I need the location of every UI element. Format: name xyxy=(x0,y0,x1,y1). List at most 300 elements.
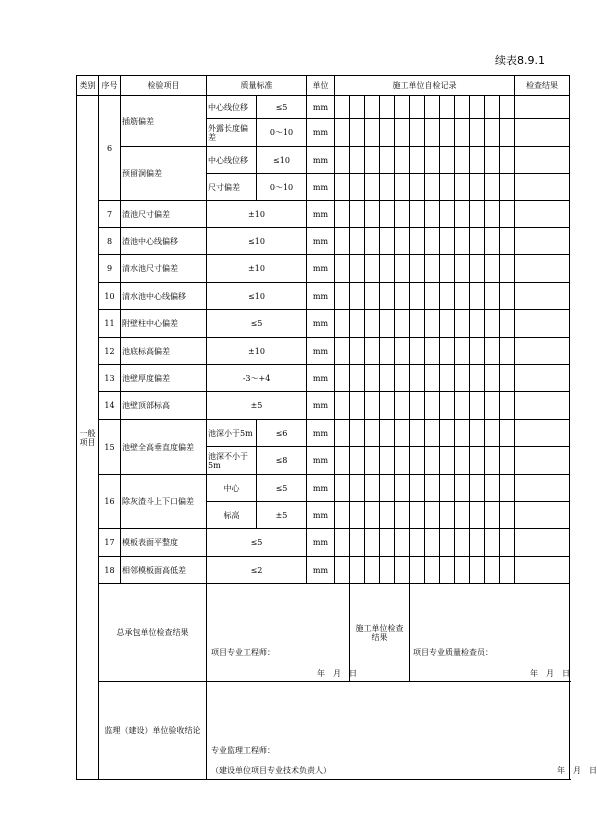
self-check-cell[interactable] xyxy=(335,365,350,392)
self-check-cell[interactable] xyxy=(485,338,500,365)
seq-cell: 6 xyxy=(99,96,121,201)
inspection-table xyxy=(76,75,597,780)
self-check-cell[interactable] xyxy=(425,255,440,283)
table-row xyxy=(77,557,570,584)
table-row xyxy=(77,283,570,310)
self-check-cell[interactable] xyxy=(500,338,515,365)
self-check-cell[interactable] xyxy=(395,557,410,584)
self-check-cell[interactable] xyxy=(395,502,410,529)
self-check-cell[interactable] xyxy=(410,447,425,475)
self-check-cell[interactable] xyxy=(410,392,425,420)
self-check-cell[interactable] xyxy=(350,557,365,584)
self-check-cell[interactable] xyxy=(395,119,410,147)
self-check-cell[interactable] xyxy=(365,174,380,201)
self-check-cell[interactable] xyxy=(440,174,455,201)
self-check-cell[interactable] xyxy=(395,228,410,255)
self-check-cell[interactable] xyxy=(470,502,485,529)
result-cell[interactable] xyxy=(515,420,570,447)
self-check-cell[interactable] xyxy=(440,338,455,365)
self-check-cell[interactable] xyxy=(440,420,455,447)
table-row xyxy=(77,255,570,283)
self-check-cell[interactable] xyxy=(425,365,440,392)
self-check-cell[interactable] xyxy=(380,557,395,584)
self-check-cell[interactable] xyxy=(335,255,350,283)
self-check-cell[interactable] xyxy=(485,475,500,502)
self-check-cell[interactable] xyxy=(335,529,350,557)
self-check-cell[interactable] xyxy=(440,475,455,502)
self-check-cell[interactable] xyxy=(455,96,470,119)
self-check-cell[interactable] xyxy=(395,255,410,283)
self-check-cell[interactable] xyxy=(470,557,485,584)
sub-item-cell: 池深小于5m xyxy=(207,420,257,447)
self-check-cell[interactable] xyxy=(500,174,515,201)
inspection-sheet xyxy=(76,75,597,788)
self-check-cell[interactable] xyxy=(425,119,440,147)
self-check-cell[interactable] xyxy=(470,338,485,365)
self-check-cell[interactable] xyxy=(380,502,395,529)
result-cell[interactable] xyxy=(515,392,570,420)
self-check-cell[interactable] xyxy=(335,420,350,447)
self-check-cell[interactable] xyxy=(455,201,470,228)
self-check-cell[interactable] xyxy=(380,201,395,228)
self-check-cell[interactable] xyxy=(470,147,485,174)
self-check-cell[interactable] xyxy=(380,310,395,338)
self-check-cell[interactable] xyxy=(440,447,455,475)
unit-cell: mm xyxy=(307,338,335,365)
unit-cell: mm xyxy=(307,228,335,255)
seq-cell: 18 xyxy=(99,557,121,584)
self-check-cell[interactable] xyxy=(470,529,485,557)
self-check-cell[interactable] xyxy=(500,283,515,310)
self-check-cell[interactable] xyxy=(380,283,395,310)
category-cell: 一般项目 xyxy=(77,96,99,780)
self-check-cell[interactable] xyxy=(410,174,425,201)
self-check-cell[interactable] xyxy=(395,475,410,502)
result-cell[interactable] xyxy=(515,529,570,557)
seq-cell: 7 xyxy=(99,201,121,228)
self-check-cell[interactable] xyxy=(350,255,365,283)
self-check-cell[interactable] xyxy=(365,228,380,255)
result-cell[interactable] xyxy=(515,502,570,529)
self-check-cell[interactable] xyxy=(455,147,470,174)
unit-cell: mm xyxy=(307,447,335,475)
self-check-cell[interactable] xyxy=(350,174,365,201)
self-check-cell[interactable] xyxy=(500,557,515,584)
self-check-cell[interactable] xyxy=(395,447,410,475)
self-check-cell[interactable] xyxy=(410,255,425,283)
sub-item-cell: 中心 xyxy=(207,475,257,502)
table-row xyxy=(77,310,570,338)
self-check-cell[interactable] xyxy=(485,174,500,201)
self-check-cell[interactable] xyxy=(500,310,515,338)
self-check-cell[interactable] xyxy=(485,365,500,392)
seq-cell: 12 xyxy=(99,338,121,365)
self-check-cell[interactable] xyxy=(395,338,410,365)
self-check-cell[interactable] xyxy=(410,201,425,228)
self-check-cell[interactable] xyxy=(485,420,500,447)
self-check-cell[interactable] xyxy=(395,310,410,338)
self-check-cell[interactable] xyxy=(410,420,425,447)
self-check-cell[interactable] xyxy=(395,365,410,392)
self-check-cell[interactable] xyxy=(440,96,455,119)
item-cell: 清水池中心线偏移 xyxy=(121,283,207,310)
unit-cell: mm xyxy=(307,392,335,420)
result-cell[interactable] xyxy=(515,228,570,255)
self-check-cell[interactable] xyxy=(500,365,515,392)
supervisor-engineer-label: 专业监理工程师： xyxy=(211,746,275,755)
self-check-cell[interactable] xyxy=(335,447,350,475)
self-check-cell[interactable] xyxy=(335,557,350,584)
self-check-cell[interactable] xyxy=(395,174,410,201)
self-check-cell[interactable] xyxy=(500,255,515,283)
self-check-cell[interactable] xyxy=(470,119,485,147)
self-check-cell[interactable] xyxy=(335,228,350,255)
self-check-cell[interactable] xyxy=(470,475,485,502)
unit-cell: mm xyxy=(307,201,335,228)
self-check-cell[interactable] xyxy=(410,529,425,557)
self-check-cell[interactable] xyxy=(500,228,515,255)
self-check-cell[interactable] xyxy=(350,365,365,392)
self-check-cell[interactable] xyxy=(380,392,395,420)
self-check-cell[interactable] xyxy=(455,475,470,502)
self-check-cell[interactable] xyxy=(455,228,470,255)
self-check-cell[interactable] xyxy=(485,96,500,119)
self-check-cell[interactable] xyxy=(440,147,455,174)
unit-cell: mm xyxy=(307,174,335,201)
self-check-cell[interactable] xyxy=(440,119,455,147)
standard-cell: ±10 xyxy=(207,201,307,228)
seq-cell: 17 xyxy=(99,529,121,557)
self-check-cell[interactable] xyxy=(350,392,365,420)
unit-cell: mm xyxy=(307,119,335,147)
self-check-cell[interactable] xyxy=(500,201,515,228)
self-check-cell[interactable] xyxy=(440,228,455,255)
item-cell: 池壁顶部标高 xyxy=(121,392,207,420)
self-check-cell[interactable] xyxy=(335,201,350,228)
self-check-cell[interactable] xyxy=(410,502,425,529)
self-check-cell[interactable] xyxy=(500,447,515,475)
result-cell[interactable] xyxy=(515,147,570,174)
self-check-cell[interactable] xyxy=(470,255,485,283)
self-check-cell[interactable] xyxy=(410,283,425,310)
self-check-cell[interactable] xyxy=(425,174,440,201)
self-check-cell[interactable] xyxy=(455,338,470,365)
self-check-cell[interactable] xyxy=(350,147,365,174)
self-check-cell[interactable] xyxy=(440,255,455,283)
self-check-cell[interactable] xyxy=(365,119,380,147)
self-check-cell[interactable] xyxy=(365,255,380,283)
supervisor-label: 监理（建设）单位验收结论 xyxy=(99,682,207,780)
result-cell[interactable] xyxy=(515,475,570,502)
result-cell[interactable] xyxy=(515,283,570,310)
self-check-cell[interactable] xyxy=(365,529,380,557)
seq-cell: 14 xyxy=(99,392,121,420)
self-check-cell[interactable] xyxy=(410,557,425,584)
standard-cell: 0～10 xyxy=(257,174,307,201)
self-check-cell[interactable] xyxy=(395,96,410,119)
self-check-cell[interactable] xyxy=(350,447,365,475)
self-check-cell[interactable] xyxy=(470,96,485,119)
sub-item-cell: 尺寸偏差 xyxy=(207,174,257,201)
item-cell: 清水池尺寸偏差 xyxy=(121,255,207,283)
self-check-cell[interactable] xyxy=(470,228,485,255)
self-check-cell[interactable] xyxy=(455,392,470,420)
self-check-cell[interactable] xyxy=(410,475,425,502)
conclusion-row xyxy=(77,682,570,780)
self-check-cell[interactable] xyxy=(380,475,395,502)
item-cell: 除灰渣斗上下口偏差 xyxy=(121,475,207,529)
self-check-cell[interactable] xyxy=(365,502,380,529)
result-cell[interactable] xyxy=(515,174,570,201)
self-check-cell[interactable] xyxy=(410,365,425,392)
contractor-signoff[interactable] xyxy=(207,584,357,682)
self-check-cell[interactable] xyxy=(470,283,485,310)
self-check-cell[interactable] xyxy=(470,420,485,447)
self-check-cell[interactable] xyxy=(365,447,380,475)
self-check-cell[interactable] xyxy=(440,201,455,228)
self-check-cell[interactable] xyxy=(395,420,410,447)
self-check-cell[interactable] xyxy=(440,283,455,310)
self-check-cell[interactable] xyxy=(380,174,395,201)
self-check-cell[interactable] xyxy=(365,338,380,365)
self-check-cell[interactable] xyxy=(365,310,380,338)
header-category: 类别 xyxy=(77,76,99,96)
self-check-cell[interactable] xyxy=(365,201,380,228)
standard-cell: ≤6 xyxy=(257,420,307,447)
unit-cell: mm xyxy=(307,365,335,392)
self-check-cell[interactable] xyxy=(470,310,485,338)
standard-cell: 0～10 xyxy=(257,119,307,147)
self-check-cell[interactable] xyxy=(350,475,365,502)
self-check-cell[interactable] xyxy=(455,447,470,475)
self-check-cell[interactable] xyxy=(425,502,440,529)
unit-cell: mm xyxy=(307,96,335,119)
self-check-cell[interactable] xyxy=(425,201,440,228)
self-check-cell[interactable] xyxy=(440,365,455,392)
supervisor-date: 年 月 日 xyxy=(557,766,597,775)
self-check-cell[interactable] xyxy=(335,119,350,147)
self-check-cell[interactable] xyxy=(335,338,350,365)
self-check-cell[interactable] xyxy=(395,529,410,557)
self-check-cell[interactable] xyxy=(455,119,470,147)
self-check-cell[interactable] xyxy=(365,475,380,502)
self-check-cell[interactable] xyxy=(350,338,365,365)
result-cell[interactable] xyxy=(515,201,570,228)
self-check-cell[interactable] xyxy=(470,201,485,228)
item-cell: 池底标高偏差 xyxy=(121,338,207,365)
self-check-cell[interactable] xyxy=(350,529,365,557)
self-check-cell[interactable] xyxy=(350,119,365,147)
construction-label: 施工单位检查结果 xyxy=(350,584,410,682)
self-check-cell[interactable] xyxy=(455,502,470,529)
self-check-cell[interactable] xyxy=(485,283,500,310)
table-row xyxy=(77,201,570,228)
item-cell: 模板表面平整度 xyxy=(121,529,207,557)
self-check-cell[interactable] xyxy=(335,147,350,174)
self-check-cell[interactable] xyxy=(395,201,410,228)
self-check-cell[interactable] xyxy=(410,310,425,338)
self-check-cell[interactable] xyxy=(410,96,425,119)
self-check-cell[interactable] xyxy=(500,147,515,174)
self-check-cell[interactable] xyxy=(425,392,440,420)
self-check-cell[interactable] xyxy=(485,201,500,228)
table-row xyxy=(77,475,570,502)
self-check-cell[interactable] xyxy=(485,392,500,420)
self-check-cell[interactable] xyxy=(470,392,485,420)
self-check-cell[interactable] xyxy=(455,365,470,392)
result-cell[interactable] xyxy=(515,338,570,365)
self-check-cell[interactable] xyxy=(425,283,440,310)
self-check-cell[interactable] xyxy=(380,529,395,557)
self-check-cell[interactable] xyxy=(335,475,350,502)
self-check-cell[interactable] xyxy=(455,310,470,338)
self-check-cell[interactable] xyxy=(485,529,500,557)
self-check-cell[interactable] xyxy=(500,96,515,119)
item-cell: 池壁全高垂直度偏差 xyxy=(121,420,207,475)
result-cell[interactable] xyxy=(515,310,570,338)
sub-item-cell: 中心线位移 xyxy=(207,147,257,174)
result-cell[interactable] xyxy=(515,557,570,584)
self-check-cell[interactable] xyxy=(425,475,440,502)
result-cell[interactable] xyxy=(515,365,570,392)
self-check-cell[interactable] xyxy=(380,255,395,283)
self-check-cell[interactable] xyxy=(500,529,515,557)
self-check-cell[interactable] xyxy=(485,502,500,529)
sub-item-cell: 池深不小于5m xyxy=(207,447,257,475)
contractor-label: 总承包单位检查结果 xyxy=(99,584,207,682)
seq-cell: 16 xyxy=(99,475,121,529)
self-check-cell[interactable] xyxy=(440,310,455,338)
standard-cell: ±10 xyxy=(207,338,307,365)
self-check-cell[interactable] xyxy=(365,283,380,310)
self-check-cell[interactable] xyxy=(380,228,395,255)
result-cell[interactable] xyxy=(515,447,570,475)
check-result-row xyxy=(77,584,570,682)
self-check-cell[interactable] xyxy=(350,96,365,119)
self-check-cell[interactable] xyxy=(335,502,350,529)
self-check-cell[interactable] xyxy=(425,147,440,174)
header-seq: 序号 xyxy=(99,76,121,96)
self-check-cell[interactable] xyxy=(455,174,470,201)
item-cell: 插筋偏差 xyxy=(121,96,207,147)
table-row xyxy=(77,365,570,392)
self-check-cell[interactable] xyxy=(485,557,500,584)
result-cell[interactable] xyxy=(515,96,570,119)
self-check-cell[interactable] xyxy=(485,228,500,255)
self-check-cell[interactable] xyxy=(365,96,380,119)
supervisor-signoff[interactable] xyxy=(207,682,597,780)
self-check-cell[interactable] xyxy=(350,502,365,529)
self-check-cell[interactable] xyxy=(470,174,485,201)
self-check-cell[interactable] xyxy=(425,420,440,447)
table-row xyxy=(77,96,570,119)
self-check-cell[interactable] xyxy=(380,96,395,119)
self-check-cell[interactable] xyxy=(500,392,515,420)
self-check-cell[interactable] xyxy=(350,420,365,447)
self-check-cell[interactable] xyxy=(365,420,380,447)
self-check-cell[interactable] xyxy=(455,283,470,310)
result-cell[interactable] xyxy=(515,255,570,283)
self-check-cell[interactable] xyxy=(395,392,410,420)
self-check-cell[interactable] xyxy=(500,475,515,502)
header-unit: 单位 xyxy=(307,76,335,96)
self-check-cell[interactable] xyxy=(380,420,395,447)
contractor-date: 年 月 日 xyxy=(317,669,357,678)
self-check-cell[interactable] xyxy=(470,365,485,392)
seq-cell: 11 xyxy=(99,310,121,338)
construction-signoff[interactable] xyxy=(410,584,570,682)
self-check-cell[interactable] xyxy=(410,338,425,365)
self-check-cell[interactable] xyxy=(440,557,455,584)
self-check-cell[interactable] xyxy=(425,338,440,365)
self-check-cell[interactable] xyxy=(485,119,500,147)
self-check-cell[interactable] xyxy=(335,392,350,420)
self-check-cell[interactable] xyxy=(365,557,380,584)
self-check-cell[interactable] xyxy=(425,228,440,255)
self-check-cell[interactable] xyxy=(350,228,365,255)
self-check-cell[interactable] xyxy=(500,502,515,529)
header-row xyxy=(77,76,570,96)
self-check-cell[interactable] xyxy=(455,420,470,447)
self-check-cell[interactable] xyxy=(485,147,500,174)
self-check-cell[interactable] xyxy=(455,557,470,584)
header-item: 检验项目 xyxy=(121,76,207,96)
self-check-cell[interactable] xyxy=(470,447,485,475)
self-check-cell[interactable] xyxy=(500,420,515,447)
self-check-cell[interactable] xyxy=(455,255,470,283)
self-check-cell[interactable] xyxy=(335,283,350,310)
self-check-cell[interactable] xyxy=(365,392,380,420)
self-check-cell[interactable] xyxy=(485,255,500,283)
self-check-cell[interactable] xyxy=(380,119,395,147)
self-check-cell[interactable] xyxy=(485,310,500,338)
self-check-cell[interactable] xyxy=(410,147,425,174)
self-check-cell[interactable] xyxy=(425,557,440,584)
self-check-cell[interactable] xyxy=(485,447,500,475)
standard-cell: ≤8 xyxy=(257,447,307,475)
self-check-cell[interactable] xyxy=(440,529,455,557)
self-check-cell[interactable] xyxy=(395,283,410,310)
self-check-cell[interactable] xyxy=(365,147,380,174)
self-check-cell[interactable] xyxy=(350,283,365,310)
self-check-cell[interactable] xyxy=(410,228,425,255)
self-check-cell[interactable] xyxy=(425,529,440,557)
self-check-cell[interactable] xyxy=(455,529,470,557)
self-check-cell[interactable] xyxy=(440,502,455,529)
self-check-cell[interactable] xyxy=(380,365,395,392)
self-check-cell[interactable] xyxy=(410,119,425,147)
self-check-cell[interactable] xyxy=(365,365,380,392)
self-check-cell[interactable] xyxy=(335,310,350,338)
self-check-cell[interactable] xyxy=(395,147,410,174)
self-check-cell[interactable] xyxy=(500,119,515,147)
self-check-cell[interactable] xyxy=(335,174,350,201)
self-check-cell[interactable] xyxy=(380,338,395,365)
self-check-cell[interactable] xyxy=(440,392,455,420)
self-check-cell[interactable] xyxy=(350,201,365,228)
self-check-cell[interactable] xyxy=(380,447,395,475)
result-cell[interactable] xyxy=(515,119,570,147)
seq-cell: 8 xyxy=(99,228,121,255)
self-check-cell[interactable] xyxy=(350,310,365,338)
self-check-cell[interactable] xyxy=(425,310,440,338)
self-check-cell[interactable] xyxy=(425,96,440,119)
self-check-cell[interactable] xyxy=(380,147,395,174)
sub-item-cell: 外露长度偏差 xyxy=(207,119,257,147)
item-cell: 池壁厚度偏差 xyxy=(121,365,207,392)
self-check-cell[interactable] xyxy=(425,447,440,475)
self-check-cell[interactable] xyxy=(335,96,350,119)
